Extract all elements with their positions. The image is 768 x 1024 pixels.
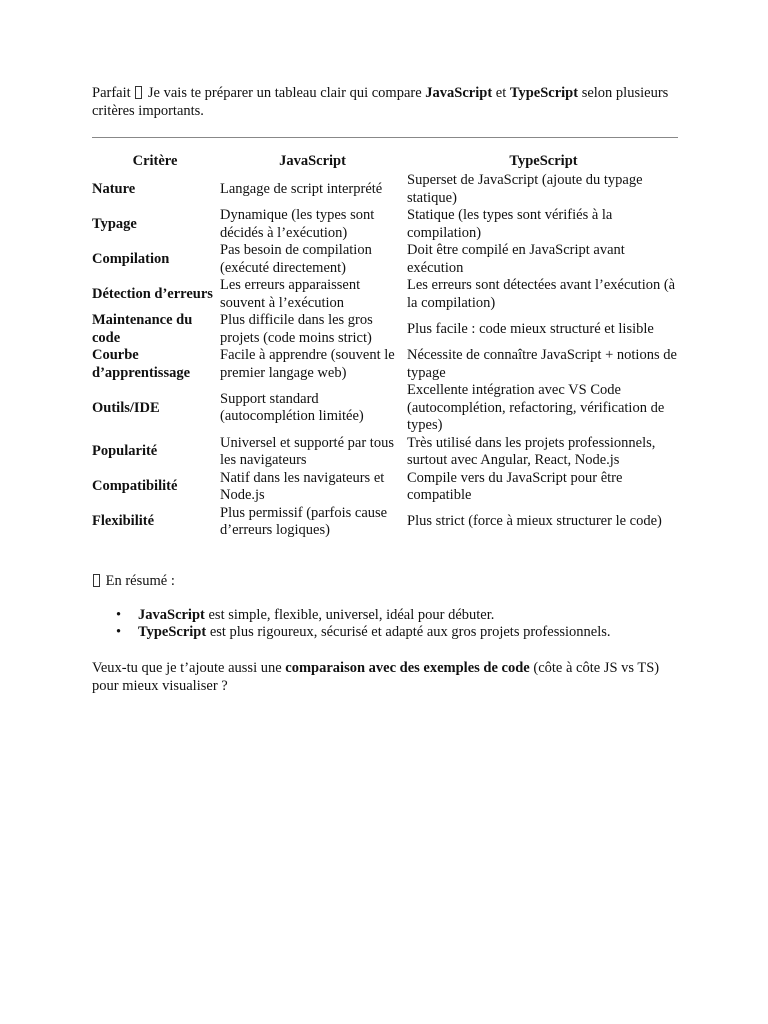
javascript-cell: Universel et supporté par tous les navigateurs xyxy=(220,434,394,468)
header-javascript: JavaScript xyxy=(279,153,346,170)
summary-item-text: est plus rigoureux, sécurisé et adapté aux gros projets professionnels. xyxy=(206,624,611,640)
javascript-cell: Plus permissif (parfois cause d’erreurs logiques) xyxy=(220,504,388,538)
summary-item-bold: JavaScript xyxy=(138,606,205,623)
javascript-cell: Les erreurs apparaissent souvent à l’exécution xyxy=(220,277,361,311)
table-row xyxy=(92,435,682,470)
typescript-cell: Plus facile : code mieux structuré et lisible xyxy=(407,320,654,337)
typescript-cell: Statique (les types sont vérifiés à la compilation) xyxy=(407,207,613,241)
typescript-cell: Excellente intégration avec VS Code (autocomplétion, refactoring, vérification de types) xyxy=(407,382,665,433)
list-item xyxy=(138,607,678,625)
intro-and: et xyxy=(492,85,510,101)
table-row xyxy=(92,172,682,207)
table-row xyxy=(92,347,682,382)
header-typescript: TypeScript xyxy=(509,153,578,170)
typescript-cell: Superset de JavaScript (ajoute du typage statique) xyxy=(407,172,643,206)
criterion-cell: Popularité xyxy=(92,443,158,460)
closing-bold: comparaison avec des exemples de code xyxy=(285,659,530,676)
emoji-placeholder-icon xyxy=(93,574,100,587)
closing-question xyxy=(92,659,678,695)
document-page xyxy=(92,84,678,695)
summary-heading xyxy=(92,572,678,590)
javascript-cell: Plus difficile dans les gros projets (code moins strict) xyxy=(220,312,373,346)
intro-text-1: Je vais te préparer un tableau clair qui compare xyxy=(144,85,426,101)
emoji-placeholder-icon xyxy=(135,86,142,99)
typescript-cell: Plus strict (force à mieux structurer le code) xyxy=(407,513,662,530)
table-row xyxy=(92,242,682,277)
intro-paragraph xyxy=(92,84,678,120)
criterion-cell: Compilation xyxy=(92,250,170,267)
criterion-cell: Outils/IDE xyxy=(92,399,160,416)
table-row xyxy=(92,470,682,505)
comparison-table xyxy=(92,152,682,540)
closing-text-2: (côte à côte JS vs TS) pour mieux visualiser ? xyxy=(92,659,660,694)
table-header-row xyxy=(92,152,682,172)
criterion-cell: Courbe d’apprentissage xyxy=(92,347,191,381)
typescript-cell: Compile vers du JavaScript pour être compatible xyxy=(407,469,623,503)
closing-text-1: Veux-tu que je t’ajoute aussi une xyxy=(92,659,286,676)
intro-text-2: selon plusieurs critères importants. xyxy=(92,85,669,119)
javascript-cell: Langage de script interprété xyxy=(220,180,383,197)
table-row xyxy=(92,382,682,435)
javascript-cell: Dynamique (les types sont décidés à l’exécution) xyxy=(220,207,375,241)
summary-title-text: En résumé : xyxy=(102,572,175,589)
criterion-cell: Compatibilité xyxy=(92,478,178,495)
javascript-cell: Natif dans les navigateurs et Node.js xyxy=(220,469,385,503)
intro-typescript: TypeScript xyxy=(509,85,579,101)
summary-item-text: est simple, flexible, universel, idéal pour débuter. xyxy=(204,606,495,623)
javascript-cell: Support standard (autocomplétion limitée) xyxy=(220,390,364,425)
table-row xyxy=(92,207,682,242)
table-row xyxy=(92,505,682,540)
intro-prefix: Parfait xyxy=(92,85,131,101)
javascript-cell: Facile à apprendre (souvent le premier langage web) xyxy=(220,347,395,381)
summary-item-bold: TypeScript xyxy=(138,624,207,640)
table-row xyxy=(92,277,682,312)
typescript-cell: Nécessite de connaître JavaScript + notions de typage xyxy=(407,347,677,381)
typescript-cell: Doit être compilé en JavaScript avant exécution xyxy=(407,242,625,276)
criterion-cell: Maintenance du code xyxy=(92,312,193,346)
criterion-cell: Nature xyxy=(92,180,136,197)
javascript-cell: Pas besoin de compilation (exécuté directement) xyxy=(220,242,372,276)
criterion-cell: Détection d’erreurs xyxy=(92,285,213,302)
horizontal-divider xyxy=(92,137,678,138)
typescript-cell: Les erreurs sont détectées avant l’exécution (à la compilation) xyxy=(407,277,676,311)
table-row xyxy=(92,312,682,347)
header-critere: Critère xyxy=(132,153,178,170)
intro-javascript: JavaScript xyxy=(425,85,493,101)
typescript-cell: Très utilisé dans les projets professionnels, surtout avec Angular, React, Node.js xyxy=(407,434,656,468)
criterion-cell: Typage xyxy=(92,215,137,232)
criterion-cell: Flexibilité xyxy=(92,513,155,530)
list-item xyxy=(138,624,678,642)
summary-list xyxy=(92,607,678,642)
